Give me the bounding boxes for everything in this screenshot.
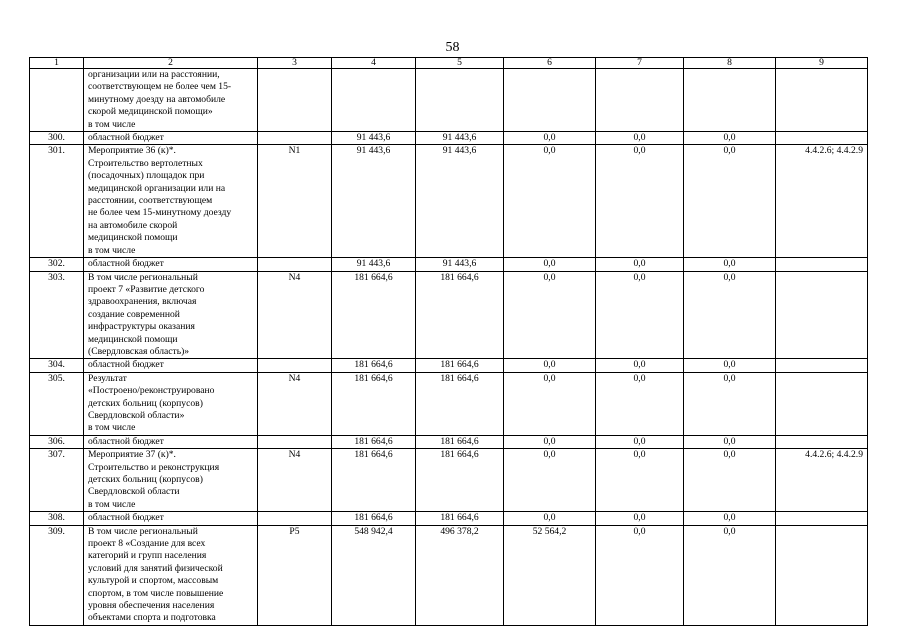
amount-col5: 181 664,6 <box>416 512 504 525</box>
row-name-line: (Свердловская область)» <box>88 345 190 357</box>
table-row <box>30 512 868 525</box>
target-reference <box>776 525 868 625</box>
row-code <box>258 435 332 448</box>
row-name-line: областной бюджет <box>88 512 164 524</box>
table-row <box>30 359 868 372</box>
amount-col7: 0,0 <box>596 258 684 271</box>
column-header-row <box>30 58 868 69</box>
target-reference <box>776 359 868 372</box>
amount-col8: 0,0 <box>684 372 776 435</box>
row-number: 308. <box>30 512 84 525</box>
row-code <box>258 359 332 372</box>
row-code <box>258 69 332 132</box>
amount-col5: 91 443,6 <box>416 258 504 271</box>
row-code: N4 <box>258 271 332 359</box>
row-name-line: Результат <box>88 372 127 384</box>
row-name <box>84 132 258 145</box>
row-name-line: Мероприятие 36 (к)*. <box>88 145 176 157</box>
target-reference <box>776 435 868 448</box>
row-name <box>84 435 258 448</box>
row-name-line: медицинской помощи <box>88 333 178 345</box>
row-name-line: «Построено/реконструировано <box>88 385 215 397</box>
row-name <box>84 525 258 625</box>
row-name-line: в том числе <box>88 422 136 434</box>
table-body <box>30 58 868 626</box>
row-name-line: областной бюджет <box>88 435 164 447</box>
amount-col8: 0,0 <box>684 449 776 512</box>
row-name-line: инфраструктуры оказания <box>88 321 195 333</box>
row-number: 302. <box>30 258 84 271</box>
amount-col8: 0,0 <box>684 525 776 625</box>
amount-col6: 0,0 <box>504 145 596 258</box>
table-row <box>30 69 868 132</box>
target-reference: 4.4.2.6; 4.4.2.9 <box>776 145 868 258</box>
target-reference <box>776 258 868 271</box>
table-row <box>30 132 868 145</box>
amount-col4 <box>332 69 416 132</box>
target-reference: 4.4.2.6; 4.4.2.9 <box>776 449 868 512</box>
row-number <box>30 69 84 132</box>
row-name-line: медицинской организации или на <box>88 182 226 194</box>
column-header: 4 <box>332 58 416 69</box>
row-number: 306. <box>30 435 84 448</box>
amount-col7: 0,0 <box>596 372 684 435</box>
amount-col5: 181 664,6 <box>416 271 504 359</box>
amount-col4: 181 664,6 <box>332 435 416 448</box>
amount-col6: 0,0 <box>504 271 596 359</box>
amount-col7: 0,0 <box>596 359 684 372</box>
row-number: 304. <box>30 359 84 372</box>
amount-col7: 0,0 <box>596 525 684 625</box>
row-name-line: В том числе региональный <box>88 525 198 537</box>
row-name-line: В том числе региональный <box>88 271 198 283</box>
row-name-line: условий для занятий физической <box>88 562 223 574</box>
row-name-line: в том числе <box>88 244 136 256</box>
row-name <box>84 258 258 271</box>
row-name-line: спортом, в том числе повышение <box>88 587 224 599</box>
amount-col8: 0,0 <box>684 132 776 145</box>
amount-col4: 91 443,6 <box>332 132 416 145</box>
amount-col5: 181 664,6 <box>416 435 504 448</box>
row-name-line: скорой медицинской помощи» <box>88 106 213 118</box>
row-name-line: объектами спорта и подготовка <box>88 612 216 624</box>
row-name-line: (посадочных) площадок при <box>88 170 205 182</box>
row-name <box>84 69 258 132</box>
page-number: 58 <box>445 40 460 55</box>
amount-col4: 181 664,6 <box>332 372 416 435</box>
row-name-line: здравоохранения, включая <box>88 296 197 308</box>
amount-col4: 548 942,4 <box>332 525 416 625</box>
row-name-line: областной бюджет <box>88 258 164 270</box>
amount-col7: 0,0 <box>596 512 684 525</box>
row-name <box>84 271 258 359</box>
amount-col8: 0,0 <box>684 258 776 271</box>
row-name-line: Строительство и реконструкция <box>88 461 220 473</box>
amount-col4: 181 664,6 <box>332 449 416 512</box>
row-name-line: категорий и групп населения <box>88 550 207 562</box>
amount-col7: 0,0 <box>596 271 684 359</box>
row-name-line: расстоянии, соответствующем <box>88 195 213 207</box>
row-name <box>84 145 258 258</box>
table-row <box>30 435 868 448</box>
column-header: 6 <box>504 58 596 69</box>
row-code: N1 <box>258 145 332 258</box>
amount-col4: 91 443,6 <box>332 145 416 258</box>
row-name-line: в том числе <box>88 498 136 510</box>
row-name-line: детских больниц (корпусов) <box>88 397 203 409</box>
amount-col8: 0,0 <box>684 359 776 372</box>
row-name-line: организации или на расстоянии, <box>88 69 220 80</box>
row-name-line: соответствующем не более чем 15- <box>88 81 232 93</box>
row-number: 300. <box>30 132 84 145</box>
row-name-line: медицинской помощи <box>88 232 178 244</box>
row-code: N4 <box>258 449 332 512</box>
amount-col4: 181 664,6 <box>332 512 416 525</box>
amount-col6: 52 564,2 <box>504 525 596 625</box>
amount-col7 <box>596 69 684 132</box>
row-code <box>258 132 332 145</box>
amount-col4: 181 664,6 <box>332 271 416 359</box>
row-code <box>258 512 332 525</box>
amount-col8: 0,0 <box>684 512 776 525</box>
amount-col7: 0,0 <box>596 435 684 448</box>
amount-col4: 181 664,6 <box>332 359 416 372</box>
amount-col7: 0,0 <box>596 449 684 512</box>
row-name <box>84 359 258 372</box>
amount-col6: 0,0 <box>504 132 596 145</box>
row-name-line: областной бюджет <box>88 359 164 371</box>
row-number: 309. <box>30 525 84 625</box>
row-name-line: Свердловской области» <box>88 409 185 421</box>
row-name-line: детских больниц (корпусов) <box>88 474 203 485</box>
amount-col8: 0,0 <box>684 435 776 448</box>
row-name-line: Мероприятие 37 (к)*. <box>88 449 176 461</box>
amount-col6: 0,0 <box>504 372 596 435</box>
column-header: 3 <box>258 58 332 69</box>
column-header: 7 <box>596 58 684 69</box>
row-name-line: минутному доезду на автомобиле <box>88 93 226 105</box>
row-code <box>258 258 332 271</box>
amount-col5: 181 664,6 <box>416 449 504 512</box>
row-name <box>84 449 258 512</box>
row-number: 301. <box>30 145 84 258</box>
amount-col5: 496 378,2 <box>416 525 504 625</box>
amount-col4: 91 443,6 <box>332 258 416 271</box>
row-name-line: культурой и спортом, массовым <box>88 575 219 587</box>
column-header: 9 <box>776 58 868 69</box>
table-row <box>30 258 868 271</box>
target-reference <box>776 69 868 132</box>
amount-col6: 0,0 <box>504 435 596 448</box>
amount-col6: 0,0 <box>504 359 596 372</box>
row-name-line: областной бюджет <box>88 132 164 144</box>
amount-col6: 0,0 <box>504 512 596 525</box>
row-name-line: Строительство вертолетных <box>88 157 203 169</box>
row-name-line: в том числе <box>88 118 136 130</box>
row-number: 305. <box>30 372 84 435</box>
row-number: 303. <box>30 271 84 359</box>
target-reference <box>776 132 868 145</box>
row-name <box>84 372 258 435</box>
amount-col5: 181 664,6 <box>416 372 504 435</box>
amount-col5: 91 443,6 <box>416 145 504 258</box>
row-name <box>84 512 258 525</box>
table-row <box>30 145 868 258</box>
amount-col7: 0,0 <box>596 132 684 145</box>
amount-col8: 0,0 <box>684 145 776 258</box>
row-name-line: на автомобиле скорой <box>88 219 178 231</box>
row-name-line: проект 7 «Развитие детского <box>88 283 205 295</box>
amount-col5: 91 443,6 <box>416 132 504 145</box>
amount-col5: 181 664,6 <box>416 359 504 372</box>
amount-col8: 0,0 <box>684 271 776 359</box>
row-name-line: Свердловской области <box>88 486 180 498</box>
column-header: 8 <box>684 58 776 69</box>
amount-col5 <box>416 69 504 132</box>
row-name-line: уровня обеспечения населения <box>88 600 215 612</box>
table-row <box>30 525 868 625</box>
row-name-line: создание современной <box>88 308 180 320</box>
budget-table <box>29 57 868 626</box>
column-header: 1 <box>30 58 84 69</box>
table-row <box>30 449 868 512</box>
row-code: N4 <box>258 372 332 435</box>
row-name-line: проект 8 «Создание для всех <box>88 538 206 550</box>
row-code: P5 <box>258 525 332 625</box>
target-reference <box>776 372 868 435</box>
target-reference <box>776 512 868 525</box>
amount-col7: 0,0 <box>596 145 684 258</box>
table-row <box>30 271 868 359</box>
amount-col6 <box>504 69 596 132</box>
row-number: 307. <box>30 449 84 512</box>
amount-col8 <box>684 69 776 132</box>
amount-col6: 0,0 <box>504 258 596 271</box>
column-header: 2 <box>84 58 258 69</box>
column-header: 5 <box>416 58 504 69</box>
amount-col6: 0,0 <box>504 449 596 512</box>
target-reference <box>776 271 868 359</box>
row-name-line: не более чем 15-минутному доезду <box>88 207 232 219</box>
table-row <box>30 372 868 435</box>
